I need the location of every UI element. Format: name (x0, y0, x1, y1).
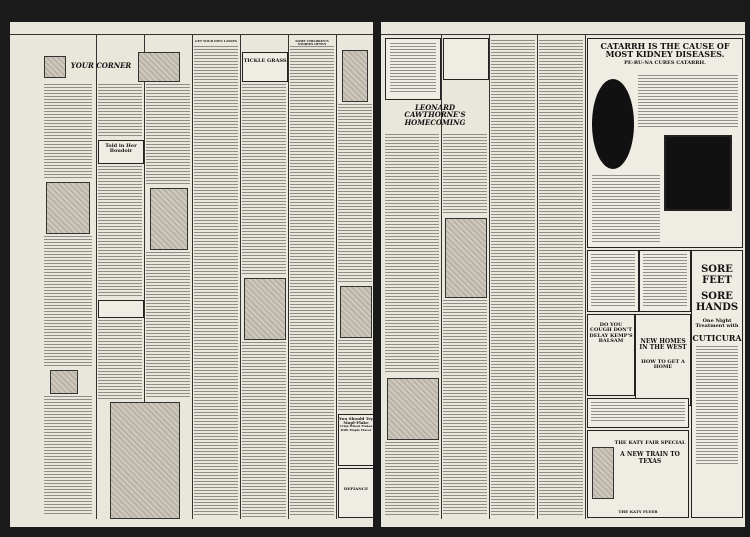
small-ad (639, 250, 691, 312)
kemps-title: DO YOU COUGH DON'T DELAY KEMP'S BALSAM (589, 322, 633, 344)
new-homes-title: NEW HOMES IN THE WEST (639, 338, 687, 352)
column-rule (96, 34, 97, 519)
portrait-oval-left (592, 79, 634, 169)
article-text (338, 340, 372, 410)
article-text (146, 84, 190, 184)
story-illustration (387, 378, 439, 440)
small-illustration (50, 370, 78, 394)
article-text (98, 166, 142, 296)
how-to-get-home: HOW TO GET A HOME (641, 358, 685, 370)
story-illustration (244, 278, 286, 340)
article-text (146, 252, 190, 397)
right-page (381, 22, 745, 527)
ad-text (643, 254, 687, 306)
katy-footer: THE KATY FLYER (618, 508, 658, 514)
poem-box (385, 38, 441, 100)
ad-body-text (592, 175, 660, 243)
tickle-grass-title: TICKLE GRASS (243, 58, 287, 64)
mapl-flake-ad (338, 414, 373, 466)
story-title: LEONARD CAWTHORNE'S HOMECOMING (404, 103, 466, 127)
conductor-illustration (592, 447, 614, 499)
katy-fair-special: THE KATY FAIR SPECIAL (614, 440, 686, 446)
catarrh-ad (587, 38, 743, 248)
article-text (290, 46, 334, 516)
column-rule (336, 34, 337, 519)
tickle-grass-box (242, 52, 288, 82)
mapl-flake-sub: Crisp Wheat Flakes With Maple Flavor (339, 424, 373, 432)
left-page (10, 22, 373, 527)
fashion-illustration (46, 182, 90, 234)
article-text (98, 320, 142, 400)
column-rule (240, 34, 241, 519)
katy-flyer-ad (587, 430, 689, 518)
article-text (194, 46, 238, 516)
kemps-balsam-ad (587, 314, 635, 396)
article-text (539, 40, 583, 516)
article-text (242, 84, 286, 274)
header-ornament-box (443, 38, 489, 80)
header-illustration-right (138, 52, 180, 82)
article-text (44, 396, 92, 516)
article-text (443, 134, 487, 214)
column-rule (489, 34, 490, 519)
defiance-ad (338, 468, 373, 518)
right-page-masthead (381, 22, 745, 35)
article-text (98, 84, 142, 136)
header-illustration-left (44, 56, 66, 78)
small-ad (587, 250, 639, 312)
one-night-treatment: One Night Treatment with (695, 318, 739, 330)
newspaper-spread (10, 22, 745, 527)
article-text (338, 104, 372, 284)
ad-text (591, 254, 635, 306)
cuticura-ad (691, 250, 743, 518)
column-rule (288, 34, 289, 519)
told-in-boudoir-box (98, 140, 144, 164)
defiance-title: DEFIANCE (343, 486, 369, 491)
ad-body-text (696, 346, 738, 466)
woman-portrait-illustration (340, 286, 372, 338)
lady-portrait-illustration (110, 402, 180, 519)
cuticura-title: CUTICURA (692, 332, 742, 343)
portrait-frame-right (664, 135, 732, 211)
article-text (44, 236, 92, 366)
column-rule (585, 34, 586, 519)
new-train-texas: A NEW TRAIN TO TEXAS (620, 451, 680, 465)
article-text (385, 134, 439, 374)
small-ad-strip (587, 398, 689, 428)
article-text (242, 342, 286, 517)
catarrh-title: CATARRH IS THE CAUSE OF MOST KIDNEY DISEASES. (600, 41, 730, 60)
mapl-flake-title: You Should Try Mapl-Flake (339, 416, 373, 426)
new-homes-ad (635, 314, 691, 406)
poem-text (390, 43, 436, 93)
sore-feet-title: SORE FEET (701, 264, 733, 286)
ad-text (591, 402, 685, 422)
column-headline: SOME CHILDREN'S STORIES OFTEN (295, 39, 329, 47)
article-text (443, 300, 487, 516)
section-header: YOUR CORNER (70, 61, 132, 70)
figure-illustration (342, 50, 368, 102)
article-text (385, 442, 439, 517)
column-rule (537, 34, 538, 519)
section-header-box (98, 300, 144, 318)
article-text (491, 40, 535, 516)
told-in-boudoir-title: Told in Her Boudoir (105, 143, 137, 155)
column-rule (192, 34, 193, 519)
dark-scene-illustration (445, 218, 487, 298)
dress-illustration (150, 188, 188, 250)
column-headline: GET YOUR OWN LASSES (195, 39, 237, 43)
sore-hands-title: SORE HANDS (695, 291, 739, 313)
article-text (44, 84, 92, 179)
peruna-subtitle: PE-RU-NA CURES CATARRH. (624, 59, 706, 66)
ad-body-text (638, 75, 738, 129)
